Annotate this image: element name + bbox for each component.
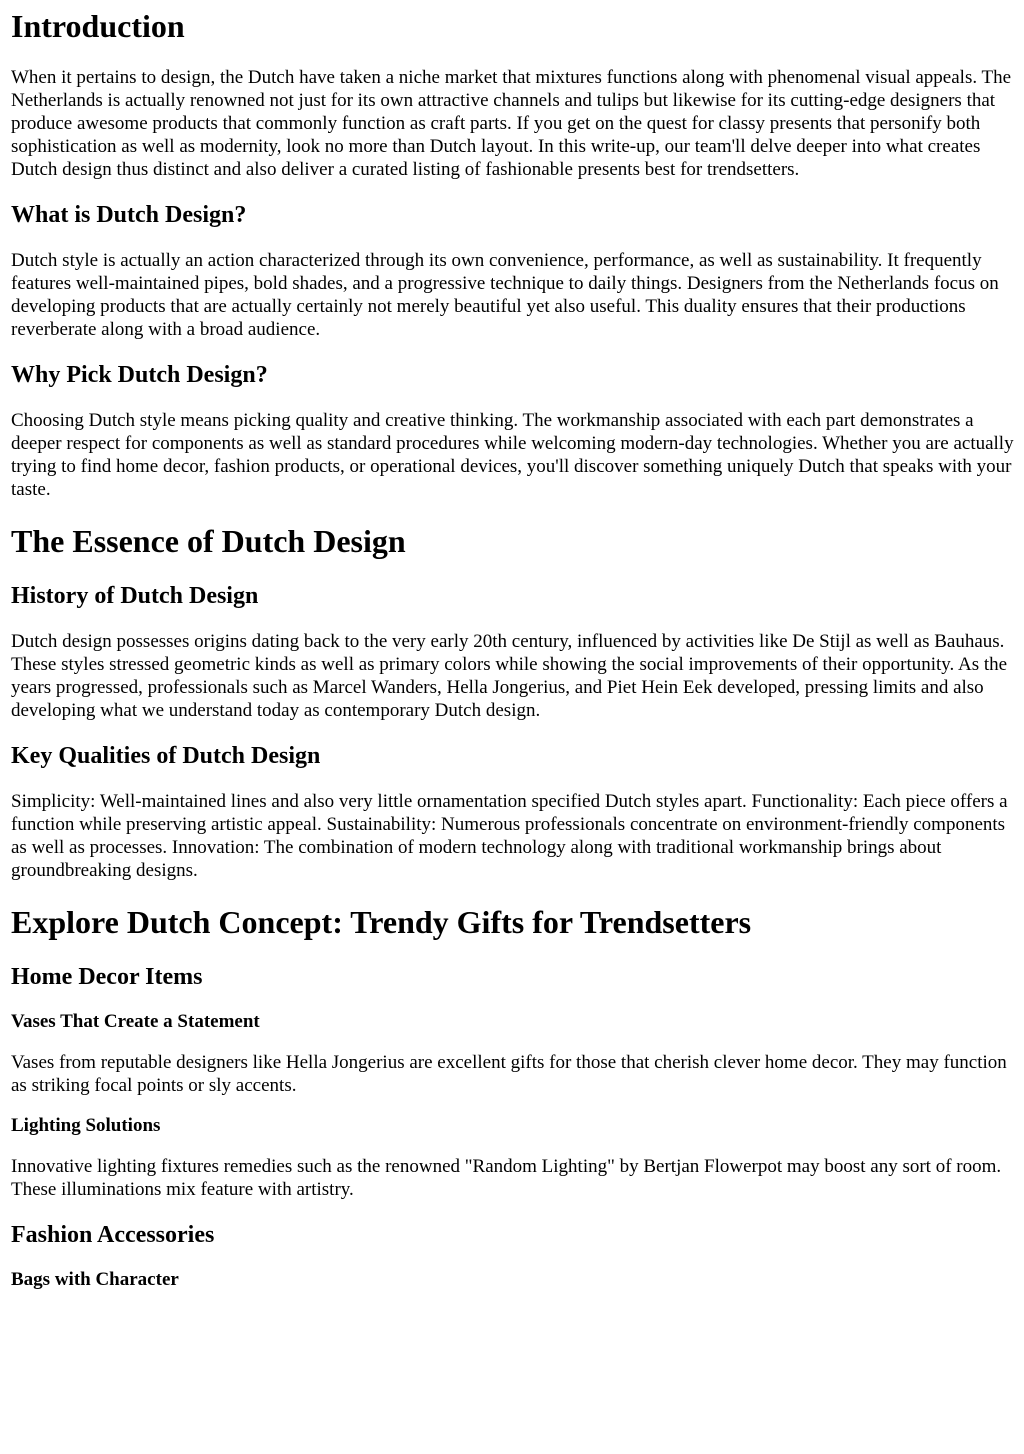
heading-history: History of Dutch Design — [11, 583, 259, 609]
heading-home-decor: Home Decor Items — [11, 964, 203, 990]
paragraph-history: Dutch design possesses origins dating back to the very early 20th century, influenced by activities like De Stijl as well as Bauhaus. These styles stressed geometric kinds as well as primary colors while showing the social improvements of their opportunity. As the years progressed, professionals such as Marcel Wanders, Hella Jongerius, and Piet Hein Eek developed, pressing limits and also developing what we understand today as contemporary Dutch design. — [11, 631, 1008, 721]
heading-vases: Vases That Create a Statement — [11, 1011, 260, 1032]
heading-bags: Bags with Character — [11, 1269, 179, 1290]
heading-essence: The Essence of Dutch Design — [11, 523, 406, 559]
heading-key-qualities: Key Qualities of Dutch Design — [11, 743, 321, 769]
paragraph-lighting: Innovative lighting fixtures remedies such as the renowned "Random Lighting" by Bertjan Flowerpot may boost any sort of room. These illuminations mix feature with artistry. — [11, 1156, 1002, 1200]
paragraph-vases: Vases from reputable designers like Hella Jongerius are excellent gifts for those that cherish clever home decor. They may function as striking focal points or sly accents. — [11, 1052, 1007, 1096]
article — [0, 8, 1024, 1291]
heading-introduction: Introduction — [11, 8, 185, 44]
paragraph-introduction: When it pertains to design, the Dutch have taken a niche market that mixtures functions along with phenomenal visual appeals. The Netherlands is actually renowned not just for its own attractive channels and tulips but likewise for its cutting-edge designers that produce awesome products that commonly function as craft parts. If you get on the quest for classy presents that personify both sophistication as well as modernity, look no more than Dutch layout. In this write-up, our team'll delve deeper into what creates Dutch design thus distinct and also deliver a curated listing of fashionable presents best for trendsetters. — [11, 67, 1012, 180]
heading-explore: Explore Dutch Concept: Trendy Gifts for Trendsetters — [11, 904, 752, 940]
heading-lighting: Lighting Solutions — [11, 1115, 161, 1136]
heading-what-is-dutch-design: What is Dutch Design? — [11, 202, 247, 228]
paragraph-what-is-dutch-design: Dutch style is actually an action characterized through its own convenience, performance, as well as sustainability. It frequently features well-maintained pipes, bold shades, and a progressive technique to daily things. Designers from the Netherlands focus on developing products that are actually certainly not merely beautiful yet also useful. This duality ensures that their productions reverberate along with a broad audience. — [11, 250, 999, 340]
paragraph-why-pick-dutch-design: Choosing Dutch style means picking quality and creative thinking. The workmanship associated with each part demonstrates a deeper respect for components as well as standard procedures while welcoming modern-day technologies. Whether you are actually trying to find home decor, fashion products, or operational devices, you'll discover something uniquely Dutch that speaks with your taste. — [11, 410, 1014, 500]
heading-why-pick-dutch-design: Why Pick Dutch Design? — [11, 362, 268, 388]
heading-fashion-accessories: Fashion Accessories — [11, 1222, 215, 1248]
paragraph-key-qualities: Simplicity: Well-maintained lines and also very little ornamentation specified Dutch styles apart. Functionality: Each piece offers a function while preserving artistic appeal. Sustainability: Numerous professionals concentrate on environment-friendly components as well as processes. Innovation: The combination of modern technology along with traditional workmanship brings about groundbreaking designs. — [11, 791, 1008, 881]
